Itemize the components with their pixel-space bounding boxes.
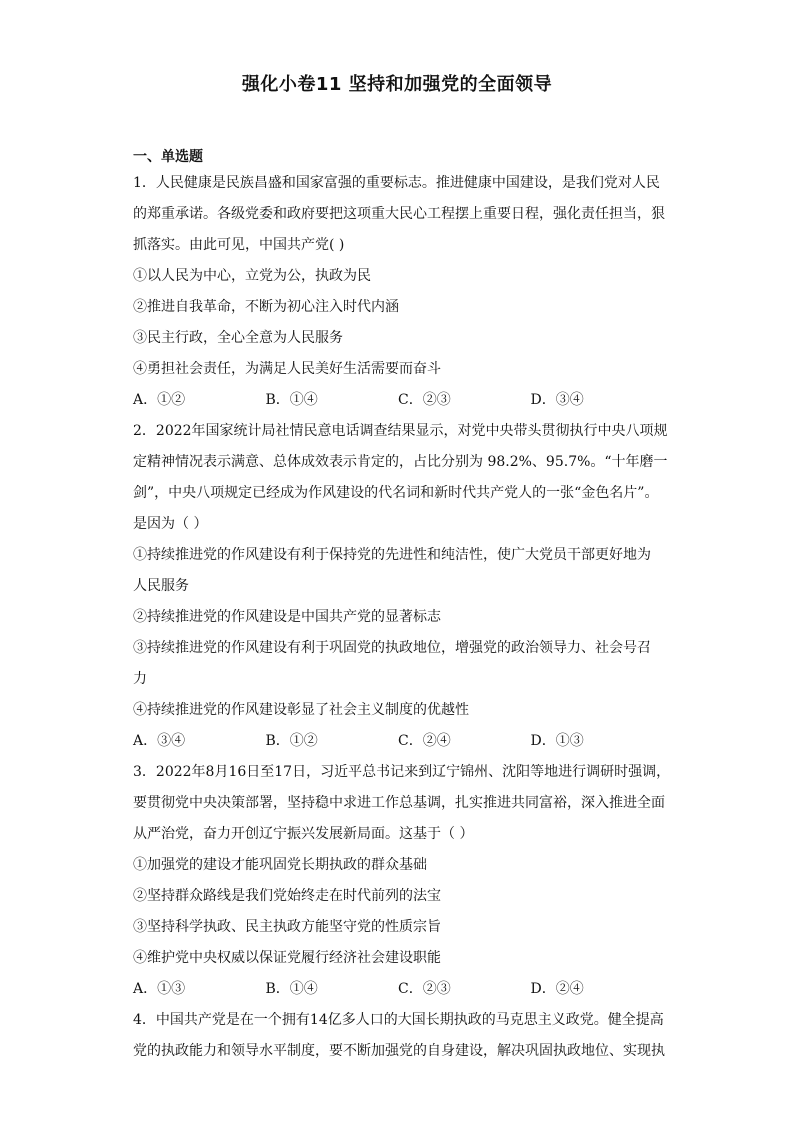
question-stem-line: 3．2022年8月16日至17日，习近平总书记来到辽宁锦州、沈阳等地进行调研时强调，	[133, 764, 671, 780]
option-d: D．②④	[530, 981, 584, 997]
question-list	[133, 168, 671, 1067]
option-d: D．①③	[530, 733, 584, 749]
statement-line: ③坚持科学执政、民主执政方能坚守党的性质宗旨	[133, 919, 441, 935]
question-stem-line: 定精神情况表示满意、总体成效表示肯定的，占比分别为 98.2%、95.7%。“十年磨一	[133, 454, 668, 470]
statement-line: ①持续推进党的作风建设有利于保持党的先进性和纯洁性，使广大党员干部更好地为	[133, 547, 651, 563]
question-stem-line: 1．人民健康是民族昌盛和国家富强的重要标志。推进健康中国建设，是我们党对人民	[133, 175, 660, 191]
question-stem-line: 剑”，中央八项规定已经成为作风建设的代名词和新时代共产党人的一张“金色名片”。	[133, 485, 659, 501]
question-stem-line: 2．2022年国家统计局社情民意电话调查结果显示，对党中央带头贯彻执行中央八项规	[133, 423, 668, 439]
answer-options	[133, 726, 663, 757]
statement-line: ③民主行政，全心全意为人民服务	[133, 330, 343, 346]
option-c: C．②③	[398, 392, 451, 408]
question-stem-line: 从严治党，奋力开创辽宁振兴发展新局面。这基于（ ）	[133, 826, 474, 842]
statement-line: ①加强党的建设才能巩固党长期执政的群众基础	[133, 857, 427, 873]
question-stem-line: 4．中国共产党是在一个拥有14亿多人口的大国长期执政的马克思主义政党。健全提高	[133, 1012, 664, 1028]
option-a: A．③④	[133, 733, 186, 749]
statement-line: ③持续推进党的作风建设有利于巩固党的执政地位，增强党的政治领导力、社会号召	[133, 640, 651, 656]
option-b: B．①④	[265, 981, 318, 997]
question-stem-line: 抓落实。由此可见，中国共产党( )	[133, 237, 345, 253]
question-4	[133, 1005, 663, 1067]
statement-line: ④维护党中央权威以保证党履行经济社会建设职能	[133, 950, 441, 966]
option-a: A．①②	[133, 392, 186, 408]
question-stem-line: 是因为（ ）	[133, 516, 208, 532]
question-3	[133, 757, 671, 1005]
question-2	[133, 416, 668, 757]
statement-line: ②持续推进党的作风建设是中国共产党的显著标志	[133, 609, 441, 625]
option-b: B．①②	[265, 733, 318, 749]
option-b: B．①④	[265, 392, 318, 408]
question-stem-line: 的郑重承诺。各级党委和政府要把这项重大民心工程摆上重要日程，强化责任担当，狠	[133, 206, 665, 222]
statement-line: ②坚持群众路线是我们党始终走在时代前列的法宝	[133, 888, 441, 904]
option-a: A．①③	[133, 981, 186, 997]
statement-line: ④持续推进党的作风建设彰显了社会主义制度的优越性	[133, 702, 469, 718]
option-c: C．②④	[398, 733, 451, 749]
statement-line: 力	[133, 671, 147, 687]
statement-line: 人民服务	[133, 578, 189, 594]
answer-options	[133, 974, 663, 1005]
question-1	[133, 168, 663, 416]
question-stem-line: 党的执政能力和领导水平制度，要不断加强党的自身建设，解决巩固执政地位、实现执	[133, 1043, 665, 1059]
option-c: C．②③	[398, 981, 451, 997]
statement-line: ④勇担社会责任，为满足人民美好生活需要而奋斗	[133, 361, 441, 377]
question-stem-line: 要贯彻党中央决策部署，坚持稳中求进工作总基调，扎实推进共同富裕，深入推进全面	[133, 795, 665, 811]
section-heading: 一、单选题	[133, 149, 203, 165]
option-d: D．③④	[530, 392, 584, 408]
statement-line: ①以人民为中心，立党为公，执政为民	[133, 268, 371, 284]
statement-line: ②推进自我革命，不断为初心注入时代内涵	[133, 299, 399, 315]
page-title: 强化小卷11 坚持和加强党的全面领导	[241, 74, 553, 95]
answer-options	[133, 385, 663, 416]
